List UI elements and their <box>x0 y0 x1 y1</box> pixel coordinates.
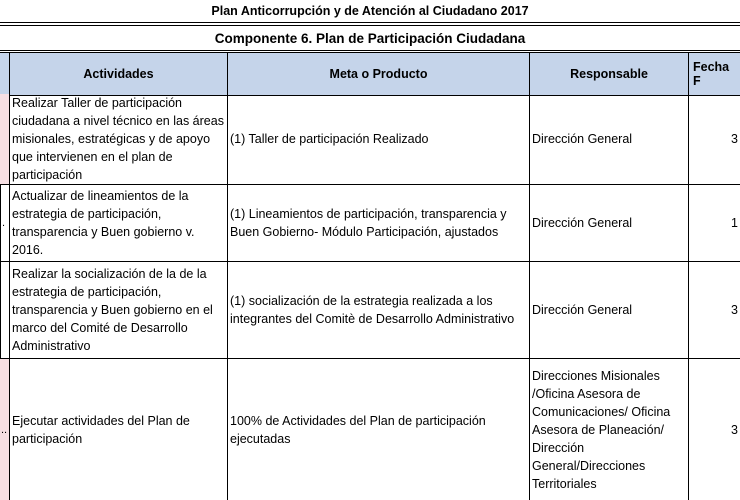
sheet-title: Plan Anticorrupción y de Atención al Ciudadano 2017 <box>0 0 740 23</box>
responsible-cell[interactable]: Dirección General <box>529 262 688 358</box>
row-edge-mark: . <box>2 217 6 229</box>
table-row <box>0 359 740 500</box>
table-row <box>0 185 740 262</box>
date-cell[interactable]: 3 <box>688 94 740 184</box>
header-edge-cell <box>0 53 9 95</box>
date-cell[interactable]: 3 <box>688 262 740 358</box>
header-actividades[interactable]: Actividades <box>9 53 227 95</box>
goal-cell[interactable]: 100% de Actividades del Plan de participación ejecutadas <box>227 359 529 500</box>
header-meta-producto[interactable]: Meta o Producto <box>227 53 529 95</box>
header-responsable[interactable]: Responsable <box>529 53 688 95</box>
goal-cell[interactable]: (1) Lineamientos de participación, transparencia y Buen Gobierno- Módulo Participación, ajustados <box>227 185 529 261</box>
responsible-cell[interactable]: Direcciones Misionales /Oficina Asesora de Comunicaciones/ Oficina Asesora de Planeación/ Dirección General/Direcciones Territoriales <box>529 359 688 500</box>
row-edge-cell <box>0 262 9 358</box>
activity-cell[interactable]: Ejecutar actividades del Plan de participación <box>9 359 227 500</box>
goal-cell[interactable]: (1) socialización de la estrategia realizada a los integrantes del Comitè de Desarrollo Administrativo <box>227 262 529 358</box>
activity-cell[interactable]: Realizar Taller de participación ciudadana a nivel técnico en las áreas misionales, estratégicas y de apoyo que intervienen en el plan de participación <box>9 94 227 184</box>
table-header <box>0 52 740 96</box>
row-edge-cell <box>0 185 9 261</box>
table-row <box>0 94 740 185</box>
responsible-cell[interactable]: Dirección General <box>529 185 688 261</box>
row-edge-mark: .. <box>1 423 8 436</box>
goal-cell[interactable]: (1) Taller de participación Realizado <box>227 94 529 184</box>
table-row <box>0 262 740 359</box>
activity-cell[interactable]: Actualizar de lineamientos de la estrategia de participación, transparencia y Buen gobierno v. 2016. <box>9 185 227 261</box>
row-edge-cell <box>0 359 9 500</box>
activity-cell[interactable]: Realizar la socialización de la de la estrategia de participación, transparencia y Buen gobierno en el marco del Comité de Desarrollo Administrativo <box>9 262 227 358</box>
date-cell[interactable]: 1 <box>688 185 740 261</box>
header-fecha[interactable]: Fecha F <box>688 53 740 95</box>
component-title: Componente 6. Plan de Participación Ciudadana <box>0 25 740 51</box>
date-cell[interactable]: 3 <box>688 359 740 500</box>
responsible-cell[interactable]: Dirección General <box>529 94 688 184</box>
row-edge-cell <box>0 94 9 184</box>
